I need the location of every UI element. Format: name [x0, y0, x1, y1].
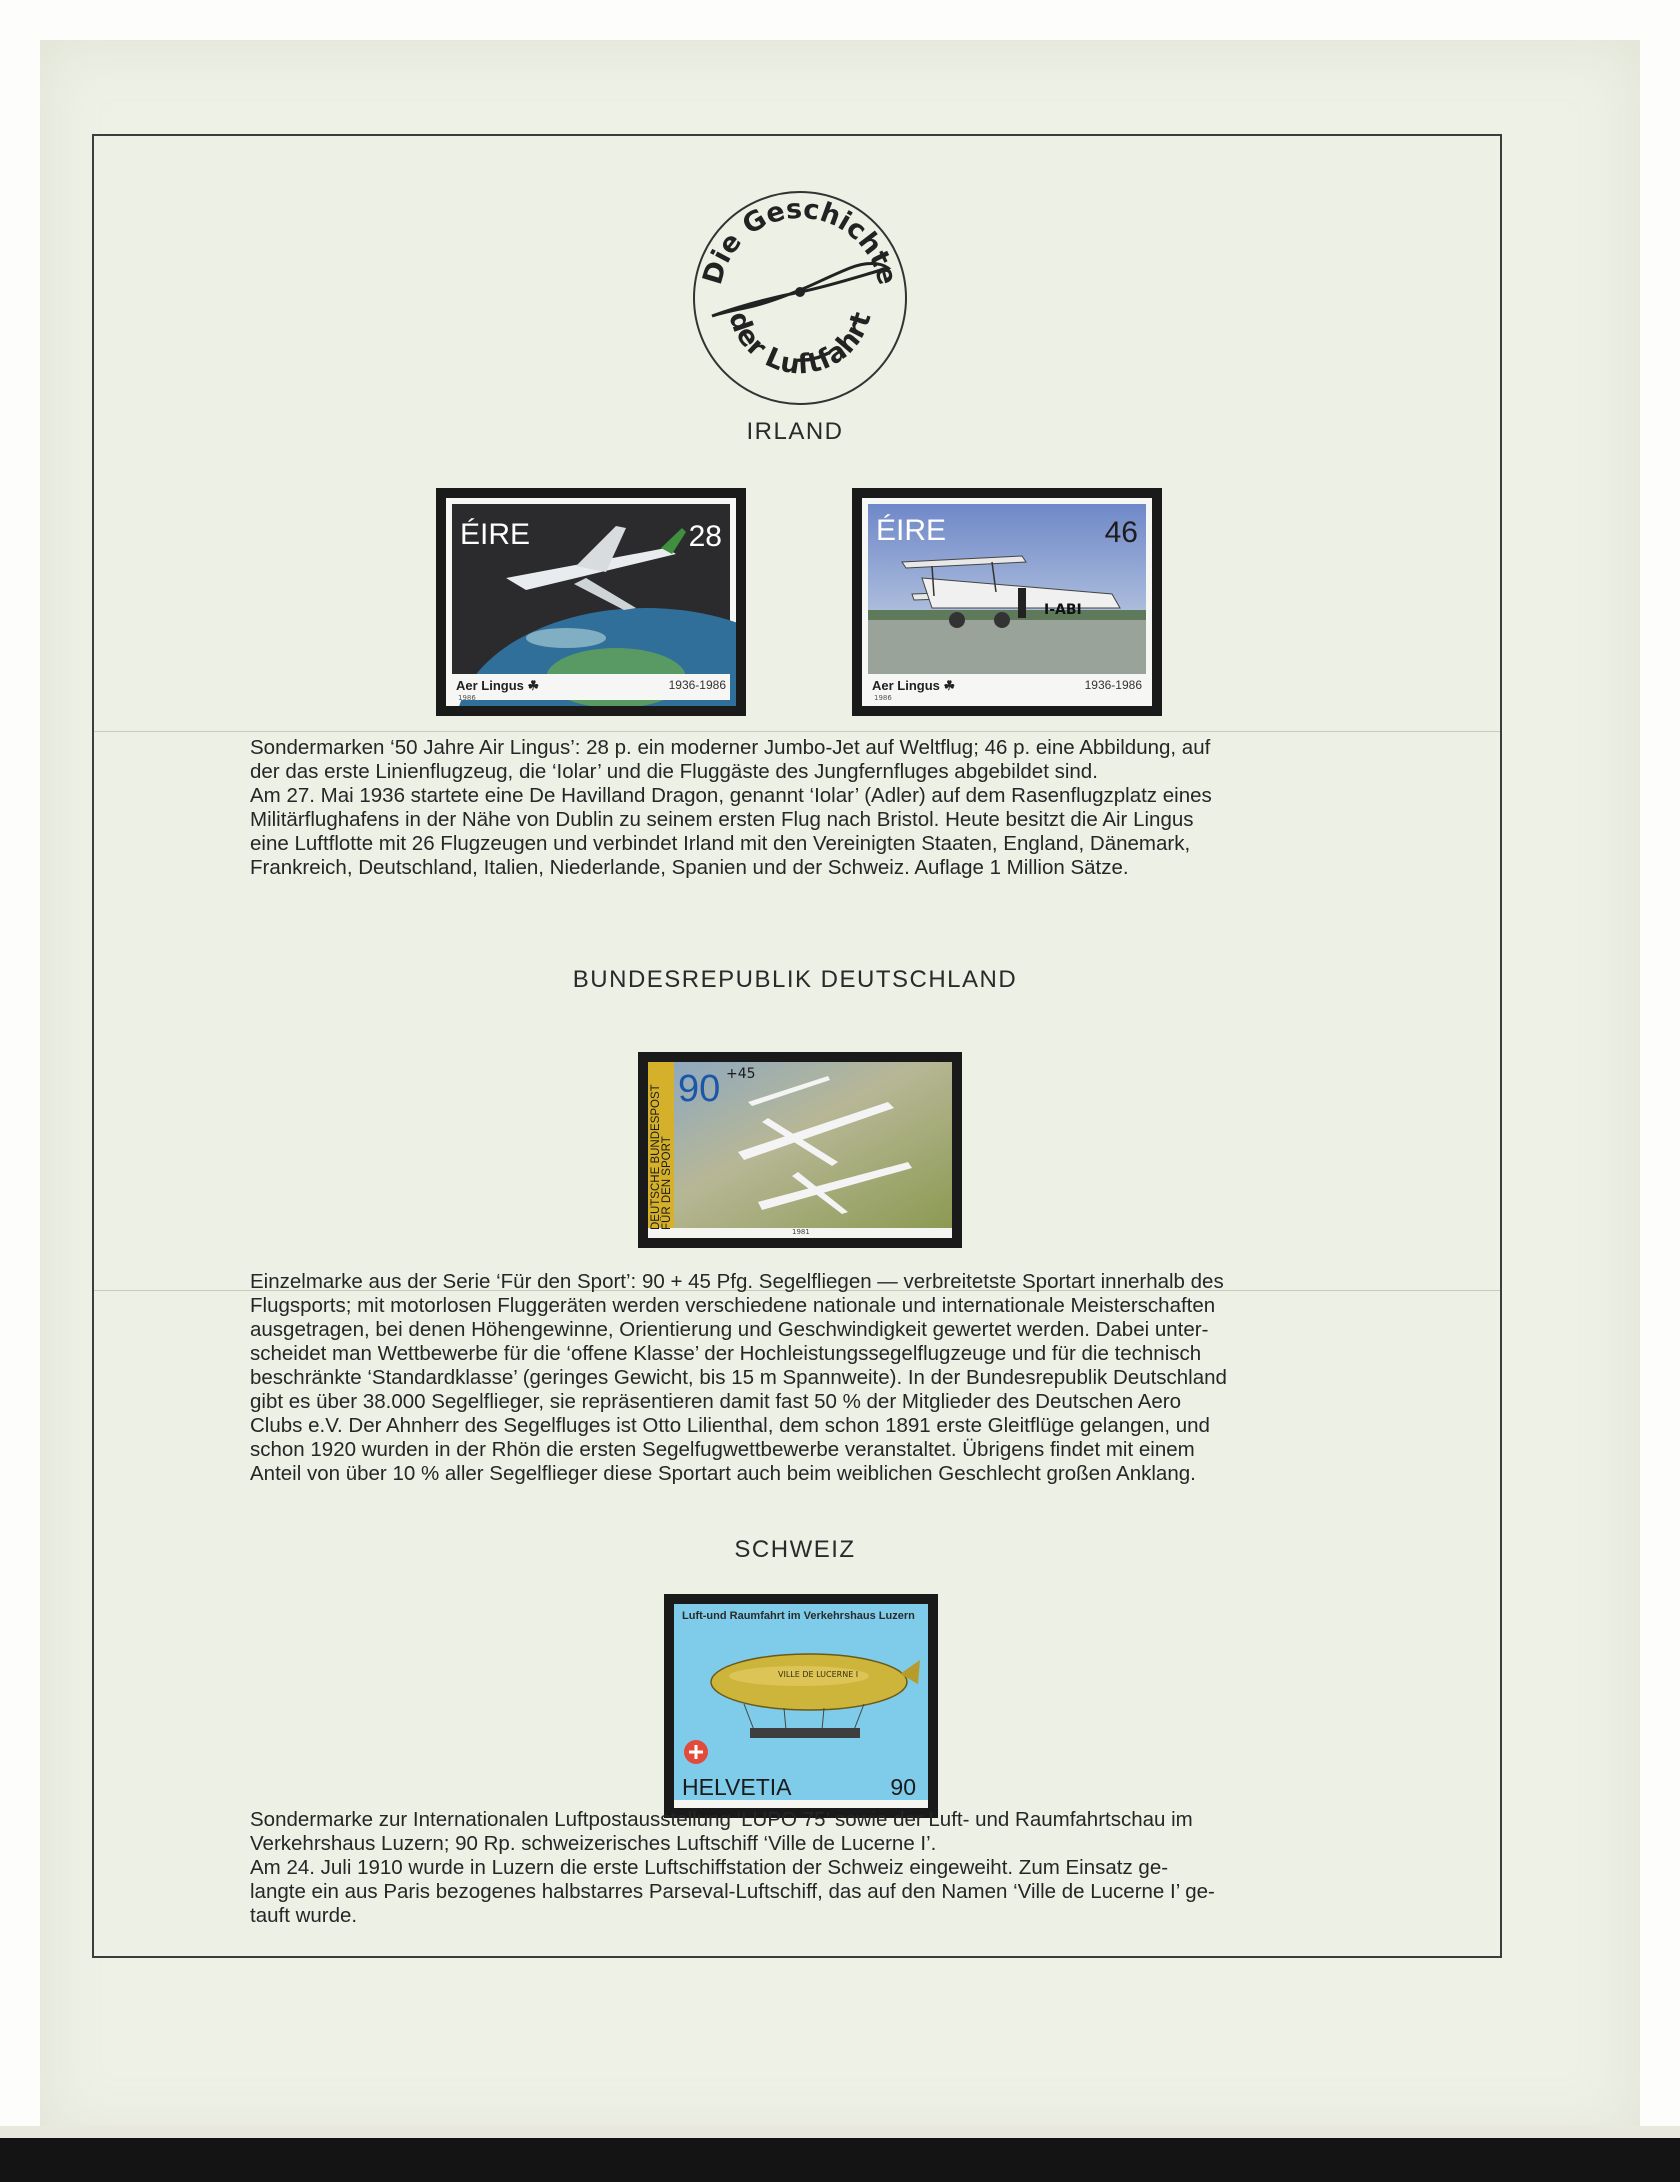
- stamp-side-text: FÜR DEN SPORT: [661, 1136, 673, 1230]
- stamp-year-small: 1986: [874, 694, 892, 702]
- description-line: Militärflughafens in der Nähe von Dublin zu seinem ersten Flug nach Bristol. Heute besitzt die Air Lingus: [250, 808, 1194, 831]
- description-line: Anteil von über 10 % aller Segelflieger diese Sportart auch beim weiblichen Geschlecht großen Anklang.: [250, 1462, 1196, 1485]
- propeller-icon: [712, 264, 888, 317]
- description-line: langte ein aus Paris bezogenes halbstarres Parseval-Luftschiff, das auf den Namen ‘Ville de Lucerne I’ ge-: [250, 1880, 1215, 1903]
- svg-text:der Luftfahrt: [722, 308, 877, 381]
- description-line: Sondermarke zur Internationalen Luftpostausstellung ‘LUPO 75’ sowie der Luft- und Raumfahrtschau im: [250, 1808, 1193, 1831]
- stamp-eire-46: [852, 488, 1162, 716]
- stamp-top-text: Luft-und Raumfahrt im Verkehrshaus Luzern: [682, 1610, 915, 1622]
- description-line: schon 1920 wurden in der Rhön die ersten Segelfugwettbewerbe veranstaltet. Übrigens findet mit einem: [250, 1438, 1195, 1461]
- stamp-brd-90: [638, 1052, 962, 1248]
- description-line: gibt es über 38.000 Segelflieger, sie repräsentieren damit fast 50 % der Mitglieder des Deutschen Aero: [250, 1390, 1182, 1413]
- stamp-airline: Aer Lingus ☘: [872, 678, 956, 693]
- description-line: eine Luftflotte mit 26 Flugzeugen und verbindet Irland mit den Vereinigten Staaten, England, Dänemark,: [250, 832, 1191, 855]
- stamp-eire-28: [436, 488, 746, 716]
- stamp-value: 90: [890, 1774, 916, 1800]
- page-edge: [0, 2126, 1680, 2138]
- description-line: Verkehrshaus Luzern; 90 Rp. schweizerisches Luftschiff ‘Ville de Lucerne I’.: [250, 1832, 937, 1855]
- stamp-year-small: 1981: [792, 1228, 810, 1236]
- stamp-value: 90: [678, 1068, 721, 1110]
- stamp-value: 28: [688, 520, 722, 553]
- description-line: Frankreich, Deutschland, Italien, Niederlande, Spanien und der Schweiz. Auflage 1 Million Sätze.: [250, 856, 1129, 879]
- stamp-side-text: DEUTSCHE BUNDESPOST: [650, 1084, 662, 1230]
- description-line: Sondermarken ‘50 Jahre Air Lingus’: 28 p. ein moderner Jumbo-Jet auf Weltflug; 46 p. eine Abbildung, auf: [250, 736, 1211, 759]
- airship-name: VILLE DE LUCERNE I: [778, 1670, 859, 1679]
- logo-bottom-text: der Luftfahrt: [722, 307, 878, 381]
- background-shadow: [0, 2138, 1680, 2182]
- frame-divider: [94, 731, 1500, 732]
- section-heading-irland: IRLAND: [746, 418, 844, 445]
- stamp-country: ÉIRE: [876, 514, 947, 547]
- stamp-country: HELVETIA: [682, 1774, 792, 1800]
- description-line: Am 24. Juli 1910 wurde in Luzern die erste Luftschiffstation der Schweiz eingeweiht. Zum Einsatz ge-: [250, 1856, 1169, 1879]
- description-line: beschränkte ‘Standardklasse’ (geringes Gewicht, bis 15 m Spannweite). In der Bundesrepublik Deutschland: [250, 1366, 1227, 1389]
- section-heading-brd: BUNDESREPUBLIK DEUTSCHLAND: [572, 966, 1018, 993]
- irland-description: [250, 736, 1350, 880]
- description-line: Flugsports; mit motorlosen Fluggeräten werden verschiedene nationale und internationale Meisterschaften: [250, 1294, 1216, 1317]
- description-line: ausgetragen, bei denen Höhengewinne, Orientierung und Geschwindigkeit gewertet werden. Dabei unter-: [250, 1318, 1209, 1341]
- brd-description: [250, 1270, 1350, 1486]
- stamp-airline: Aer Lingus ☘: [456, 678, 540, 693]
- description-line: scheidet man Wettbewerbe für die ‘offene Klasse’ der Hochleistungssegelflugzeuge und für die technisch: [250, 1342, 1202, 1365]
- description-line: tauft wurde.: [250, 1904, 358, 1927]
- stamp-country: ÉIRE: [460, 518, 531, 551]
- aircraft-registration: I-ABI: [1044, 602, 1082, 618]
- history-of-aviation-logo: [690, 188, 910, 408]
- description-line: der das erste Linienflugzeug, die ‘Iolar’ und die Fluggäste des Jungfernfluges abgebildet sind.: [250, 760, 1098, 783]
- stamp-surcharge: +45: [726, 1066, 756, 1082]
- description-line: Einzelmarke aus der Serie ‘Für den Sport’: 90 + 45 Pfg. Segelfliegen — verbreitetste Sportart innerhalb des: [250, 1270, 1224, 1293]
- schweiz-description: [250, 1808, 1350, 1928]
- stamp-value: 46: [1104, 516, 1138, 549]
- logo-top-text: Die Geschichte: [697, 193, 903, 288]
- description-line: Clubs e.V. Der Ahnherr des Segelfluges ist Otto Lilienthal, dem schon 1891 erste Gleitflüge gelangen, und: [250, 1414, 1210, 1437]
- stamp-years: 1936-1986: [668, 678, 726, 692]
- section-heading-schweiz: SCHWEIZ: [734, 1536, 856, 1563]
- description-line: Am 27. Mai 1936 startete eine De Havilland Dragon, genannt ‘Iolar’ (Adler) auf dem Rasenflugzplatz eines: [250, 784, 1212, 807]
- stamp-helvetia-90: [664, 1594, 938, 1818]
- stamp-years: 1936-1986: [1084, 678, 1142, 692]
- stamp-year-small: 1986: [458, 694, 476, 702]
